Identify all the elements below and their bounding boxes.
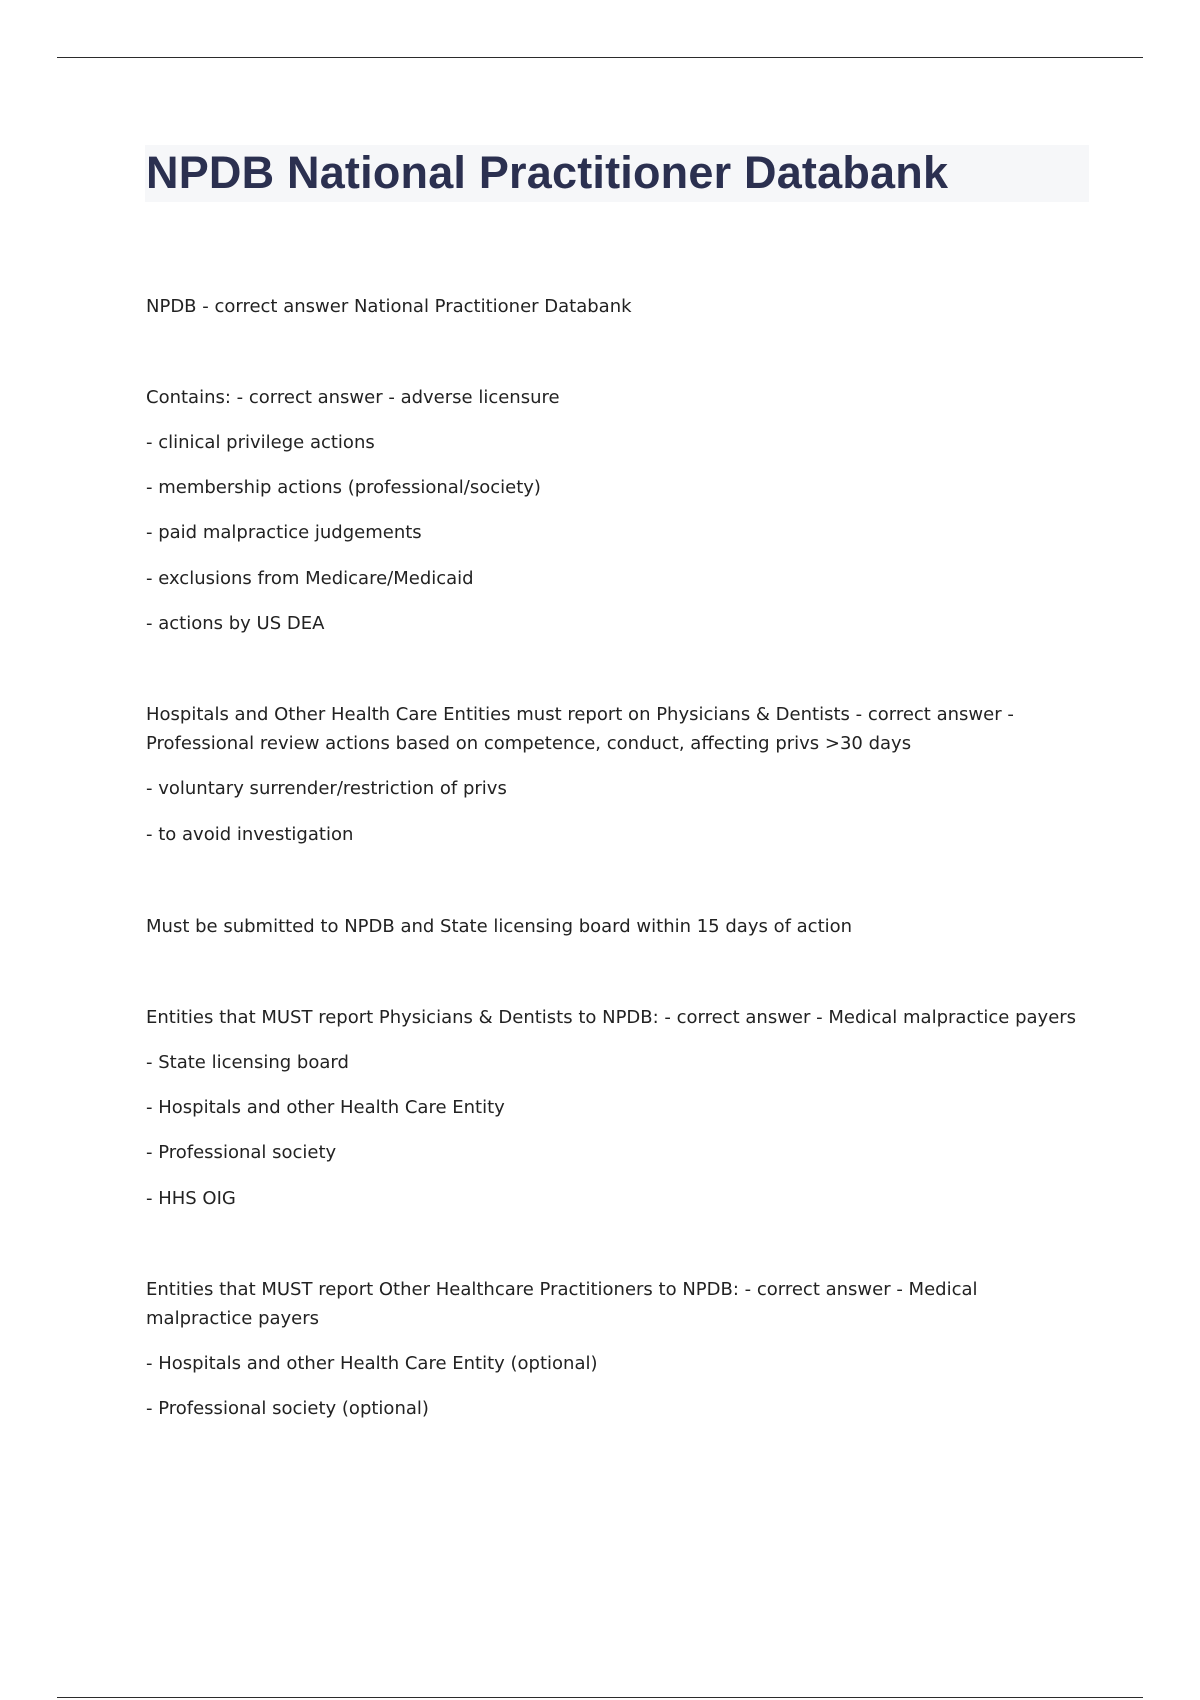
list-item: - Professional society	[146, 1142, 337, 1163]
text-line: Entities that MUST report Physicians & Dentists to NPDB: - correct answer - Medical malpractice payers	[146, 1007, 1077, 1028]
top-rule	[57, 57, 1143, 58]
text-line: Contains: - correct answer - adverse licensure	[146, 387, 560, 408]
list-item: - membership actions (professional/society)	[146, 477, 541, 498]
text-line: Hospitals and Other Health Care Entities must report on Physicians & Dentists - correct answer -	[146, 704, 1014, 725]
text-line: NPDB - correct answer National Practitioner Databank	[146, 296, 632, 317]
bottom-rule	[57, 1697, 1143, 1698]
list-item: - paid malpractice judgements	[146, 522, 422, 543]
document-title: NPDB National Practitioner Databank	[146, 147, 949, 198]
list-item: - HHS OIG	[146, 1188, 236, 1209]
text-line: malpractice payers	[146, 1308, 320, 1329]
list-item: - actions by US DEA	[146, 613, 325, 634]
list-item: - clinical privilege actions	[146, 432, 375, 453]
list-item: - exclusions from Medicare/Medicaid	[146, 568, 474, 589]
list-item: - Professional society (optional)	[146, 1398, 429, 1419]
list-item: - Hospitals and other Health Care Entity	[146, 1097, 505, 1118]
text-line: Professional review actions based on competence, conduct, affecting privs >30 days	[146, 733, 912, 754]
list-item: - State licensing board	[146, 1052, 349, 1073]
list-item: - Hospitals and other Health Care Entity (optional)	[146, 1353, 598, 1374]
text-line: Entities that MUST report Other Healthcare Practitioners to NPDB: - correct answer - Medical	[146, 1279, 978, 1300]
list-item: - to avoid investigation	[146, 824, 354, 845]
list-item: - voluntary surrender/restriction of privs	[146, 778, 507, 799]
text-line: Must be submitted to NPDB and State licensing board within 15 days of action	[146, 916, 853, 937]
